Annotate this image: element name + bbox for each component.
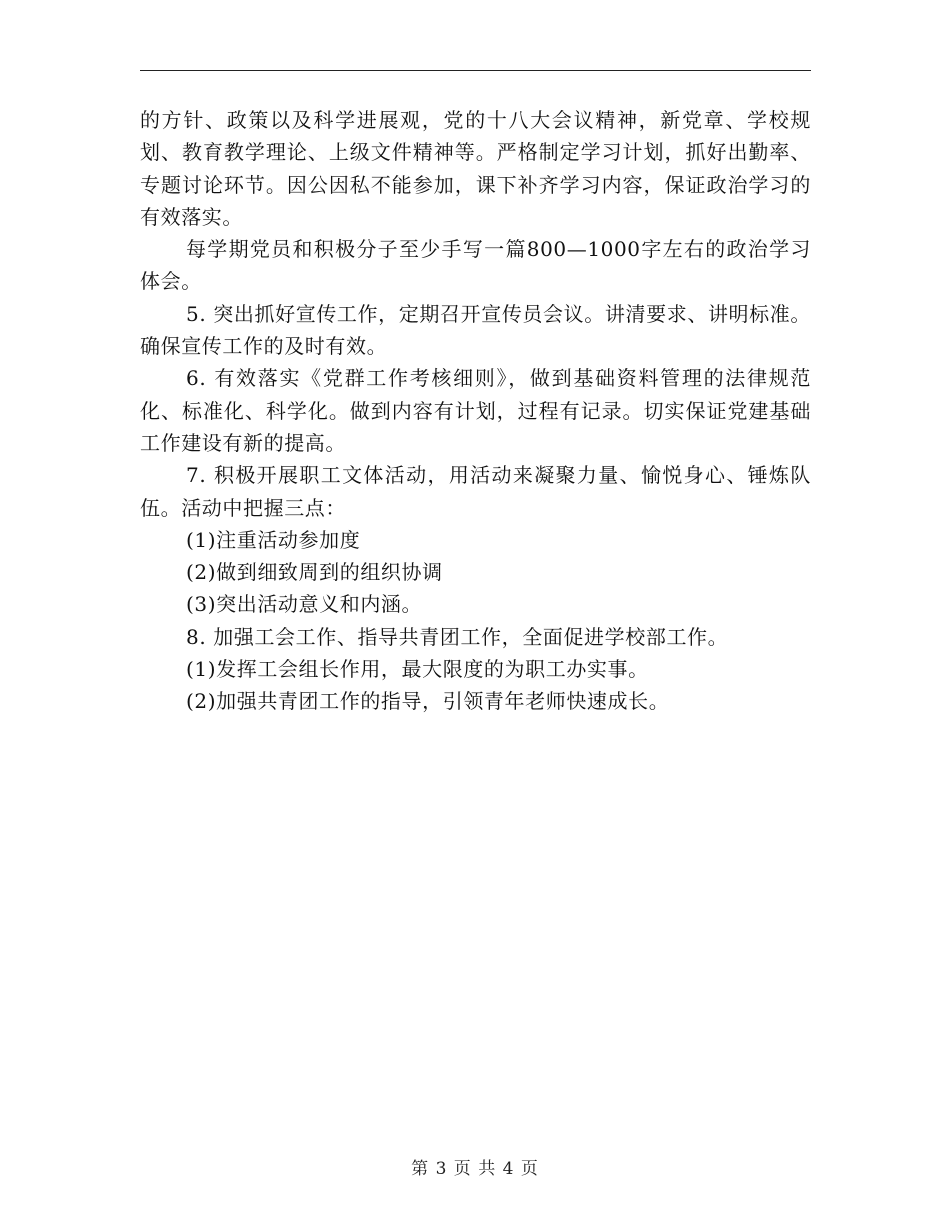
list-item: (2)加强共青团工作的指导，引领青年老师快速成长。: [186, 689, 670, 714]
document-body: [140, 104, 811, 718]
page-number: 第 3 页 共 4 页: [411, 1159, 539, 1179]
paragraph-study-content: 的方针、政策以及科学进展观，党的十八大会议精神，新党章、学校规划、教育教学理论、上级文件精神等。严格制定学习计划，抓好出勤率、专题讨论环节。因公因私不能参加，课下补齐学习内容，保证政治学习的有效落实。: [140, 108, 811, 229]
paragraph-study-notes: 每学期党员和积极分子至少手写一篇800—1000字左右的政治学习体会。: [140, 237, 811, 294]
header-rule: [140, 70, 811, 71]
list-item: (3)突出活动意义和内涵。: [186, 592, 423, 617]
list-item: (2)做到细致周到的组织协调: [186, 560, 443, 585]
paragraph-item-6: 6. 有效落实《党群工作考核细则》，做到基础资料管理的法律规范化、标准化、科学化。做到内容有计划，过程有记录。切实保证党建基础工作建设有新的提高。: [140, 366, 811, 455]
paragraph-item-5: 5. 突出抓好宣传工作，定期召开宣传员会议。讲清要求、讲明标准。确保宣传工作的及时有效。: [140, 301, 811, 359]
paragraph-item-7: 7. 积极开展职工文体活动，用活动来凝聚力量、愉悦身心、锤炼队伍。活动中把握三点：: [140, 463, 811, 520]
paragraph-item-8: 8. 加强工会工作、指导共青团工作，全面促进学校部工作。: [186, 624, 729, 649]
list-item: (1)发挥工会组长作用，最大限度的为职工办实事。: [186, 657, 649, 682]
list-item: (1)注重活动参加度: [186, 527, 361, 552]
